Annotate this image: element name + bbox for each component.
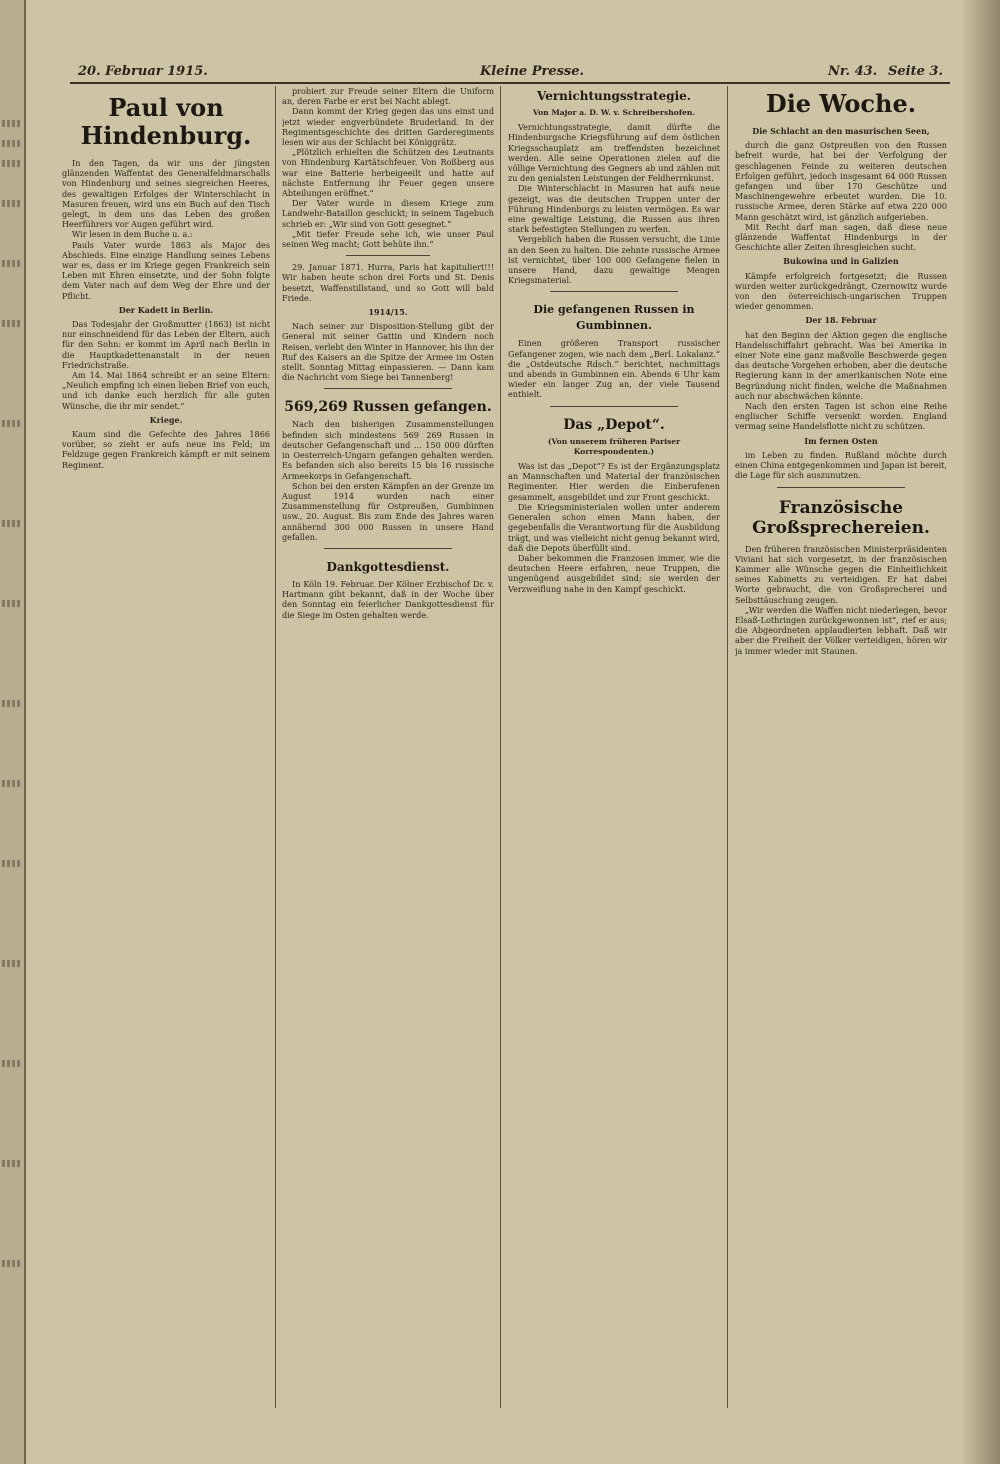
article-title-russen-gefangen: 569,269 Russen gefangen. xyxy=(284,399,492,416)
article-title-vernichtungsstrategie: Vernichtungsstrategie. xyxy=(537,89,691,103)
article-paragraph: durch die ganz Ostpreußen von den Russen befreit wurde, hat bei der Verfolgung der geschlagenen Feinde zu weiteren deutschen Erfolgen geführt, jedoch insgesamt 64 000 Russen gefangen und über 170 Geschütze und Maschinengewehre erbeutet wurden. Die 10. russische Armee, deren Stärke auf etwa 220 000 Mann geschätzt wird, ist gänzlich aufgerieben. xyxy=(735,140,947,222)
header-masthead: Kleine Presse. xyxy=(480,64,585,79)
article-paragraph: „Plötzlich erhielten die Schützen des Leutnants von Hindenburg Kartätschfeuer. Von Roßberg aus war eine Batterie herbeigeeilt und hatte auf nächste Entfernung ihr Feuer gegen unsere Abteilungen eröffnet.“ xyxy=(282,147,494,199)
article-paragraph: In den Tagen, da wir uns der jüngsten glänzenden Waffentat des Generalfeldmarschalls von Hindenburg und seines siegreichen Heeres, des gewaltigen Erfolges der Winterschlacht in Masuren freuen, wird uns ein Buch auf den Tisch gelegt, in dem uns das Leben des großen Heerführers vor Augen geführt wird. xyxy=(62,158,270,230)
page-edge-shadow xyxy=(964,0,1000,1464)
article-paragraph: Nach seiner zur Disposition-Stellung gibt der General mit seiner Gattin und Kindern noch Reisen, verlebt den Winter in Hannover, bis ihn der Ruf des Kaisers an die Spitze der Armee im Osten stellt. Sonntag Mittag einpassieren. — Dann kam die Nachricht vom Siege bei Tannenberg! xyxy=(282,321,494,383)
column-2 xyxy=(282,86,494,1408)
article-paragraph: Nach den ersten Tagen ist schon eine Reihe englischer Schiffe versenkt worden. England vermag seine Handelsflotte nicht zu schützen. xyxy=(735,401,947,432)
article-paragraph: „Mit tiefer Freude sehe ich, wie unser Paul seinen Weg macht; Gott behüte ihn.“ xyxy=(282,228,494,250)
column-rule xyxy=(727,86,728,1408)
divider xyxy=(550,291,677,292)
article-paragraph: Was ist das „Depot“? Es ist der Ergänzungsplatz an Mannschaften und Material der französischen Regimenter. Hier werden die Einberufenen gesammelt, ausgebildet und zur Front geschickt. xyxy=(508,461,720,502)
article-title-gumbinnen: Die gefangenen Russen in Gumbinnen. xyxy=(533,303,695,333)
article-paragraph: Die Kriegsministerialen wollen unter anderem Generalen schon einen Mann haben, der gegebenfalls die Verantwortung für die Ausbildung trägt, und was vielleicht nicht genug bekannt wird, daß die Depots überfüllt sind. xyxy=(508,501,720,553)
article-title-die-woche: Die Woche. xyxy=(765,89,917,118)
article-title-depot: Das „Depot“. xyxy=(563,416,665,433)
column-rule xyxy=(500,86,501,1408)
column-4 xyxy=(735,86,947,1408)
article-paragraph: 29. Januar 1871. Hurra, Paris hat kapituliert!!! Wir haben heute schon drei Forts und St. Denis besetzt, Waffenstillstand, und so Gott will bald Friede. xyxy=(282,262,494,303)
article-paragraph: Der Vater wurde in diesem Kriege zum Landwehr-Bataillon geschickt; in seinem Tagebuch schrieb er: „Wir sind von Gott gesegnet.“ xyxy=(282,198,494,229)
previous-page-edge xyxy=(0,0,26,1464)
page-header xyxy=(70,62,950,84)
article-paragraph: Kämpfe erfolgreich fortgesetzt; die Russen wurden weiter zurückgedrängt, Czernowitz wurde von den österreichisch-ungarischen Truppen wieder genommen. xyxy=(735,270,947,312)
column-1 xyxy=(62,86,270,1408)
article-paragraph: Schon bei den ersten Kämpfen an der Grenze im August 1914 wurden nach einer Zusammenstellung für Ostpreußen, Gumbinnen usw., 20. August. Bis zum Ende des Jahres waren annähernd 300 000 Russen in unsere Hand gefallen. xyxy=(282,480,494,542)
article-paragraph: probiert zur Freude seiner Eltern die Uniform an, deren Farbe er erst bei Nacht ablegt. xyxy=(282,86,494,107)
article-paragraph: Einen größeren Transport russischer Gefangener zogen, wie nach dem „Berl. Lokalanz.“ die „Ostdeutsche Rdsch.“ berichtet, nachmittags und abends in Gumbinnen ein. Abends 6 Uhr kam wieder ein langer Zug an, der viele Tausend enthielt. xyxy=(508,338,720,400)
article-paragraph: Daher bekommen die Franzosen immer, wie die deutschen Heere erfahren, neue Truppen, die ungenügend ausgebildet sind; sie werden der Verzweiflung nahe in den Kampf geschickt. xyxy=(508,552,720,594)
article-paragraph: In Köln 19. Februar. Der Kölner Erzbischof Dr. v. Hartmann gibt bekannt, daß in der Woche über den Sonntag ein feierlicher Dankgottesdienst für die Siege im Osten gehalten werde. xyxy=(282,578,494,620)
divider xyxy=(777,487,904,488)
article-byline: (Von unserem früheren Pariser Korrespondenten.) xyxy=(547,436,681,456)
article-paragraph: Am 14. Mai 1864 schreibt er an seine Eltern: „Neulich empfing ich einen lieben Brief von euch, und ich danke euch herzlich für alle guten Wünsche, die ihr mir sendet.“ xyxy=(62,370,270,411)
article-title-dankgottesdienst: Dankgottesdienst. xyxy=(326,559,450,574)
section-subheading: Kriege. xyxy=(149,414,183,425)
divider xyxy=(550,406,677,407)
section-subheading: Der Kadett in Berlin. xyxy=(118,304,214,315)
article-paragraph: Nach den bisherigen Zusammenstellungen befinden sich mindestens 569 269 Russen in deutscher Gefangenschaft und ... 150 000 dürften in Oesterreich-Ungarn gefangen gehalten werden. Es befanden sich also bereits 15 bis 16 russische Armeekorps in Gefangenschaft. xyxy=(282,419,494,481)
article-paragraph: Wir lesen in dem Buche u. a.: xyxy=(72,229,193,240)
article-paragraph: Vernichtungsstrategie, damit dürfte die Hindenburgsche Kriegsführung auf dem östlichen Kriegsschauplatz am treffendsten bezeichnet werden. Alle seine Operationen zielen auf die völlige Vernichtung des Gegners ab und zählen mit zu den genialsten Leistungen der Feldherrnkunst. xyxy=(508,122,720,184)
article-paragraph: im Leben zu finden. Rußland möchte durch einen China entgegenkommen und Japan ist bereit, die Lage für sich auszunutzen. xyxy=(735,449,947,481)
article-paragraph: Das Todesjahr der Großmutter (1863) ist nicht nur einschneidend für das Leben der Eltern, auch für den Sohn: er kommt im April nach Berlin in die Hauptkadettenanstalt in der neuen Friedrichstraße. xyxy=(62,319,270,370)
header-date: 20. Februar 1915. xyxy=(78,64,208,79)
divider xyxy=(324,388,451,389)
article-paragraph: Den früheren französischen Ministerpräsidenten Viviani hat sich vorgesetzt, in der französischen Kammer alle Wünsche gegen die Einheitlichkeit seines Kabinetts zu verteidigen. Er hat dabei Worte gebraucht, die von Großsprecherei und Selbsttäuschung zeugen. xyxy=(735,543,947,605)
divider xyxy=(324,548,451,549)
header-page-number: Seite 3. xyxy=(888,64,943,79)
section-subheading: Bukowina und in Galizien xyxy=(783,256,899,267)
article-paragraph: „Wir werden die Waffen nicht niederlegen, bevor Elsaß-Lothringen zurückgewonnen ist“, rief er aus; die Abgeordneten applaudierten lebhaft. Daß wir aber die Freiheit der Völker verteidigen, hören wir ja immer wieder mit Staunen. xyxy=(735,604,947,656)
section-subheading: Der 18. Februar xyxy=(805,315,877,326)
column-rule xyxy=(275,86,276,1408)
header-issue-number: Nr. 43. xyxy=(828,64,878,79)
article-paragraph: Dann kommt der Krieg gegen das uns einst und jetzt wieder engverbündete Bruderland. In der Regimentsgeschichte des dritten Garderegiments lesen wir aus der Schlacht bei Königgrätz. xyxy=(282,106,494,148)
article-title-grosssprechereien: Französische Großsprechereien. xyxy=(752,497,930,538)
article-paragraph: Kaum sind die Gefechte des Jahres 1866 vorüber, so zieht er aufs neue ins Feld; im Feldzuge gegen Frankreich kämpft er mit seinem Regiment. xyxy=(62,429,270,470)
section-subheading: Im fernen Osten xyxy=(804,435,878,446)
section-subheading: 1914/15. xyxy=(368,307,408,318)
article-title-hindenburg: Paul von Hindenburg. xyxy=(80,93,252,150)
article-paragraph: Pauls Vater wurde 1863 als Major des Abschieds. Eine einzige Handlung seines Lebens war es, dass er im Kriege gegen Frankreich sein Leben mit Ehren einsetzte, und der Sohn folgte dem Vater nach auf dem Weg der Ehre und der Pflicht. xyxy=(62,239,270,301)
column-3 xyxy=(508,86,720,1408)
article-byline: Von Major a. D. W. v. Schreibershofen. xyxy=(532,108,696,117)
article-paragraph: hat den Beginn der Aktion gegen die englische Handelsschiffahrt gebracht. Was bei Amerika in einer Note eine ganz maßvolle Beschwerde gegen das deutsche Vorgehen erhoben, aber die deutsche Regierung kann in der amerikanischen Note eine Begründung nicht finden, welche die Maßnahmen auch nur abschwächen könnte. xyxy=(735,329,947,401)
divider xyxy=(346,255,431,256)
article-paragraph: Vergeblich haben die Russen versucht, die Linie an den Seen zu halten. Die zehnte russische Armee ist vernichtet, über 100 000 Gefangene fielen in unsere Hand, dazu gewaltige Mengen Kriegsmaterial. xyxy=(508,234,720,286)
section-subheading: Die Schlacht an den masurischen Seen, xyxy=(752,126,930,136)
article-paragraph: Mit Recht darf man sagen, daß diese neue glänzende Waffentat Hindenburgs in der Geschichte aller Zeiten ihresgleichen sucht. xyxy=(735,221,947,253)
article-paragraph: Die Winterschlacht in Masuren hat aufs neue gezeigt, was die deutschen Truppen unter der Führung Hindenburgs zu leisten vermögen. Es war eine gewaltige Leistung, die Russen aus ihren stark befestigten Stellungen zu werfen. xyxy=(508,183,720,235)
